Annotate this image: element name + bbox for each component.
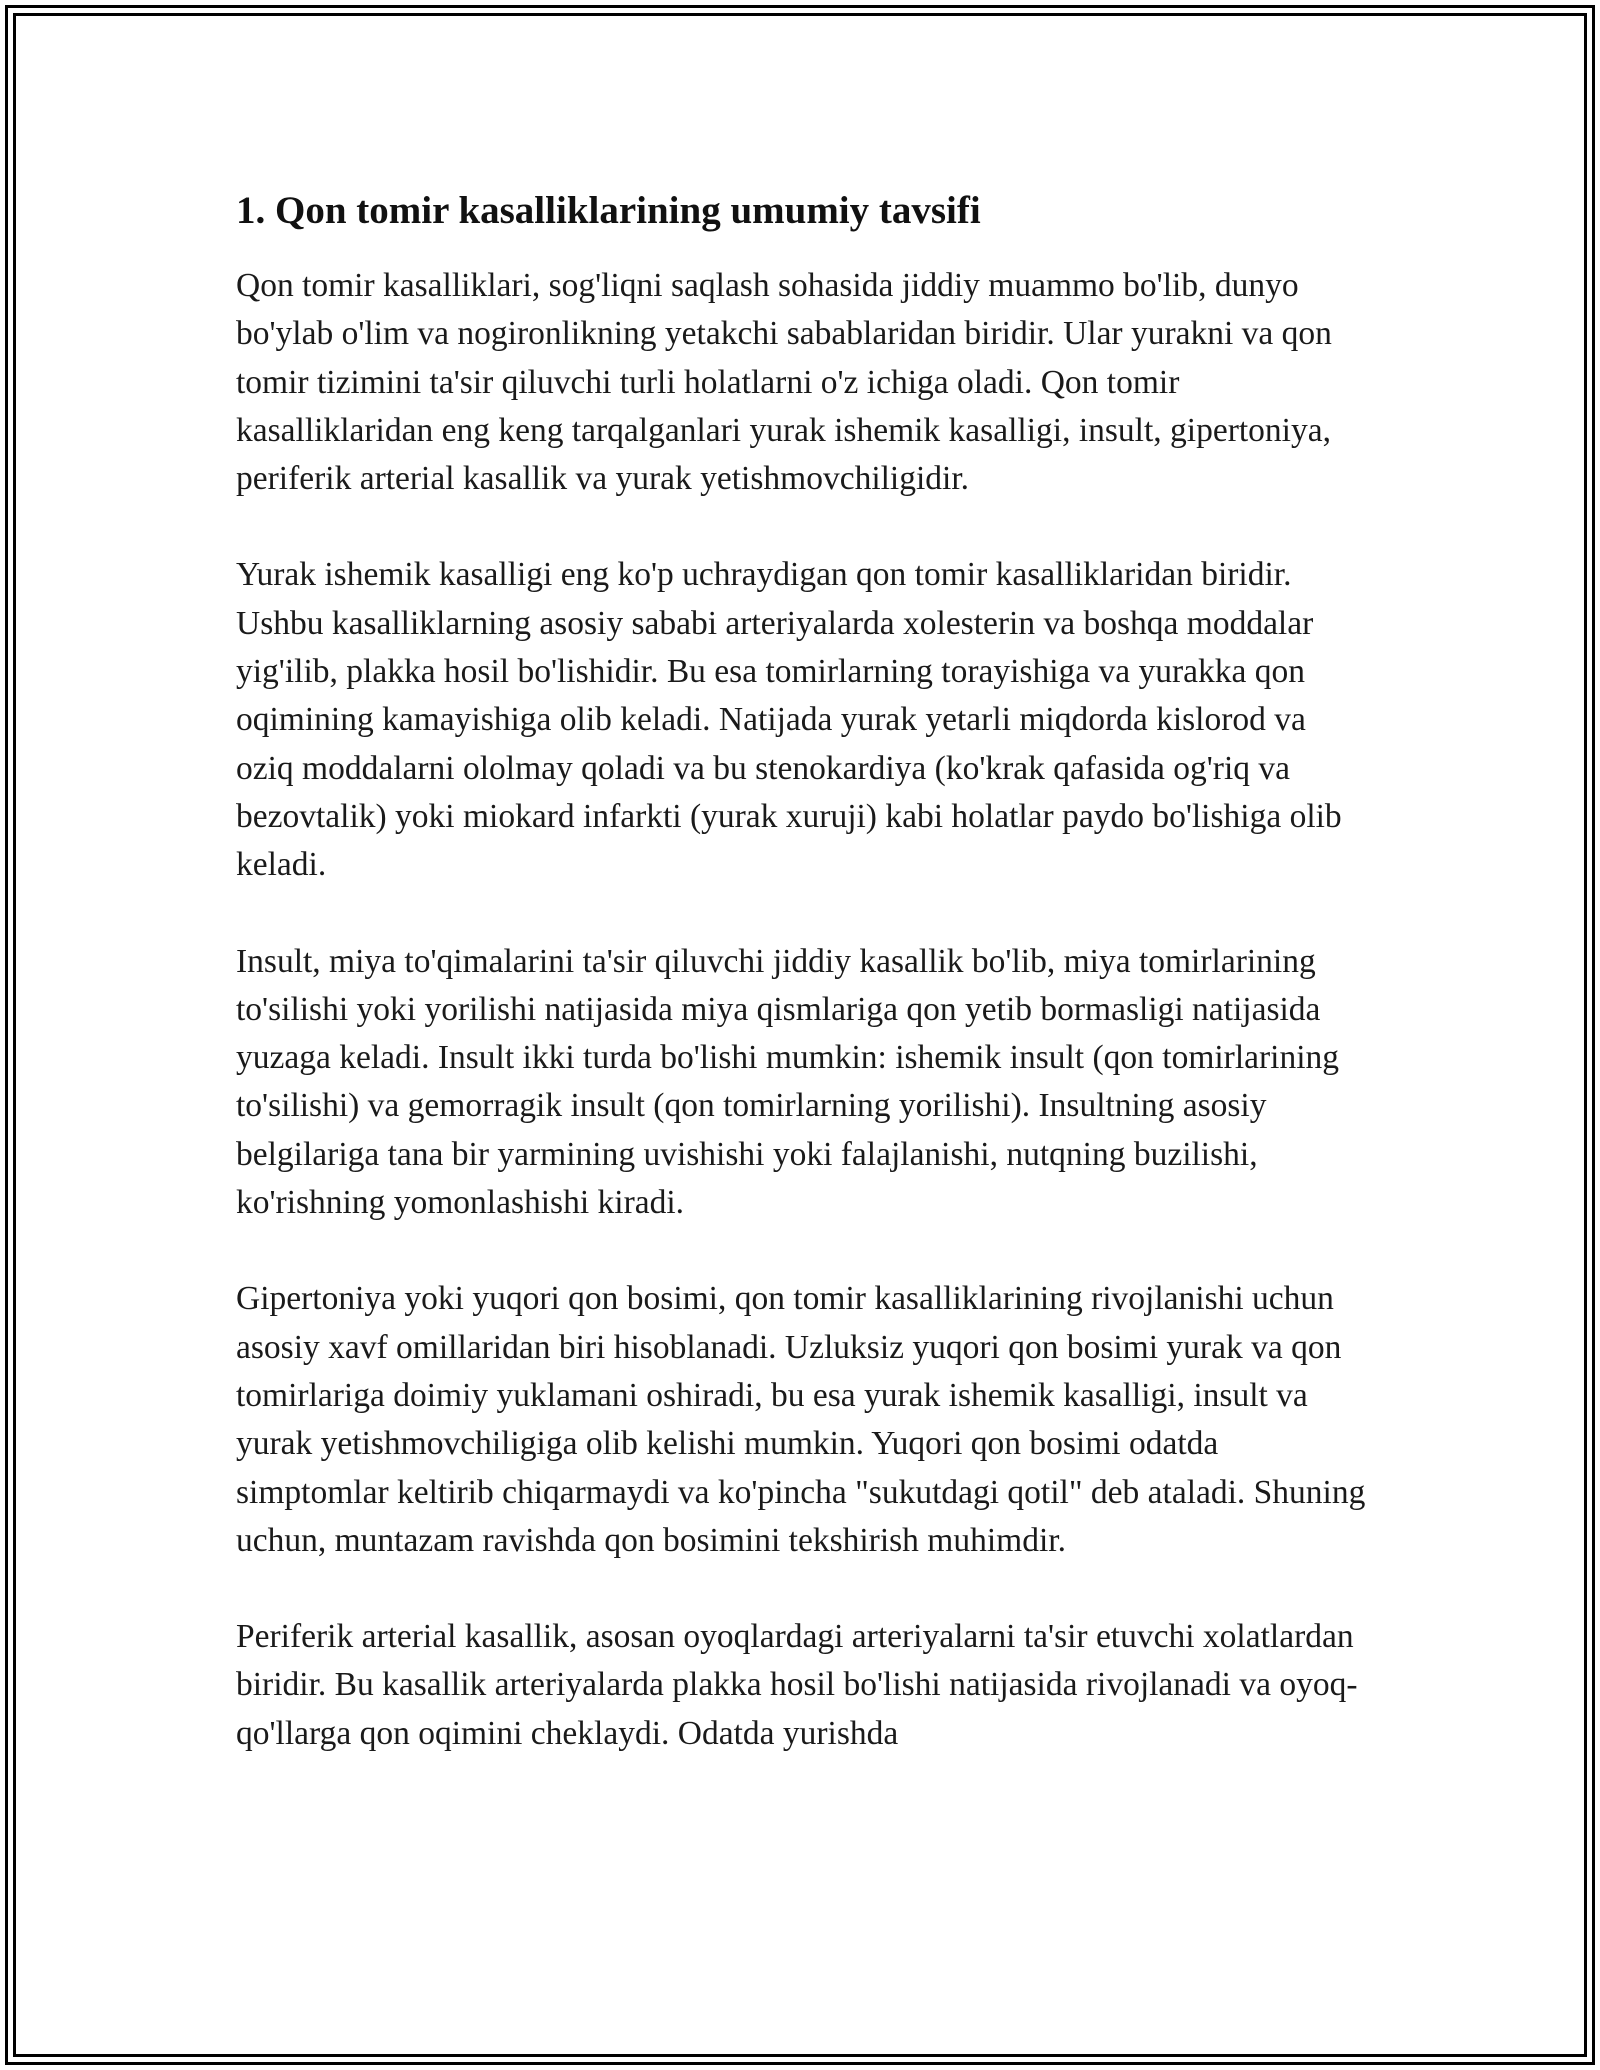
document-body <box>236 186 1366 1806</box>
paragraph-hypertension: Gipertoniya yoki yuqori qon bosimi, qon tomir kasalliklarining rivojlanishi uchun asosiy xavf omillaridan biri hisoblanadi. Uzluksiz yuqori qon bosimi yurak va qon tomirlariga doimiy yuklamani oshiradi, bu esa yurak ishemik kasalligi, insult va yurak yetishmovchiligiga olib kelishi mumkin. Yuqori qon bosimi odatda simptomlar keltirib chiqarmaydi va ko'pincha "sukutdagi qotil" deb ataladi. Shuning uchun, muntazam ravishda qon bosimini tekshirish muhimdir. <box>236 1280 1366 1559</box>
section-heading: 1. Qon tomir kasalliklarining umumiy tavsifi <box>236 189 981 232</box>
paragraph-peripheral-arterial-disease: Periferik arterial kasallik, asosan oyoqlardagi arteriyalarni ta'sir etuvchi xolatlardan biridir. Bu kasallik arteriyalarda plakka hosil bo'lishi natijasida rivojlanadi va oyoq-qo'llarga qon oqimini cheklaydi. Odatda yurishda <box>236 1618 1358 1752</box>
paragraph-overview: Qon tomir kasalliklari, sog'liqni saqlash sohasida jiddiy muammo bo'lib, dunyo bo'ylab o'lim va nogironlikning yetakchi sabablaridan biridir. Ular yurakni va qon tomir tizimini ta'sir qiluvchi turli holatlarni o'z ichiga oladi. Qon tomir kasalliklaridan eng keng tarqalganlari yurak ishemik kasalligi, insult, gipertoniya, periferik arterial kasallik va yurak yetishmovchiligidir. <box>236 267 1332 498</box>
paragraph-stroke: Insult, miya to'qimalarini ta'sir qiluvchi jiddiy kasallik bo'lib, miya tomirlarining to'silishi yoki yorilishi natijasida miya qismlariga qon yetib bormasligi natijasida yuzaga keladi. Insult ikki turda bo'lishi mumkin: ishemik insult (qon tomirlarining to'silishi) va gemorragik insult (qon tomirlarning yorilishi). Insultning asosiy belgilariga tana bir yarmining uvishishi yoki falajlanishi, nutqning buzilishi, ko'rishning yomonlashishi kiradi. <box>236 942 1340 1222</box>
paragraph-ischemic-heart-disease: Yurak ishemik kasalligi eng ko'p uchraydigan qon tomir kasalliklaridan biridir. Ushbu kasalliklarning asosiy sababi arteriyalarda xolesterin va boshqa moddalar yig'ilib, plakka hosil bo'lishidir. Bu esa tomirlarning torayishiga va yurakka qon oqimining kamayishiga olib keladi. Natijada yurak yetarli miqdorda kislorod va oziq moddalarni ololmay qoladi va bu stenokardiya (ko'krak qafasida og'riq va bezovtalik) yoki miokard infarkti (yurak xuruji) kabi holatlar paydo bo'lishiga olib keladi. <box>236 556 1342 884</box>
